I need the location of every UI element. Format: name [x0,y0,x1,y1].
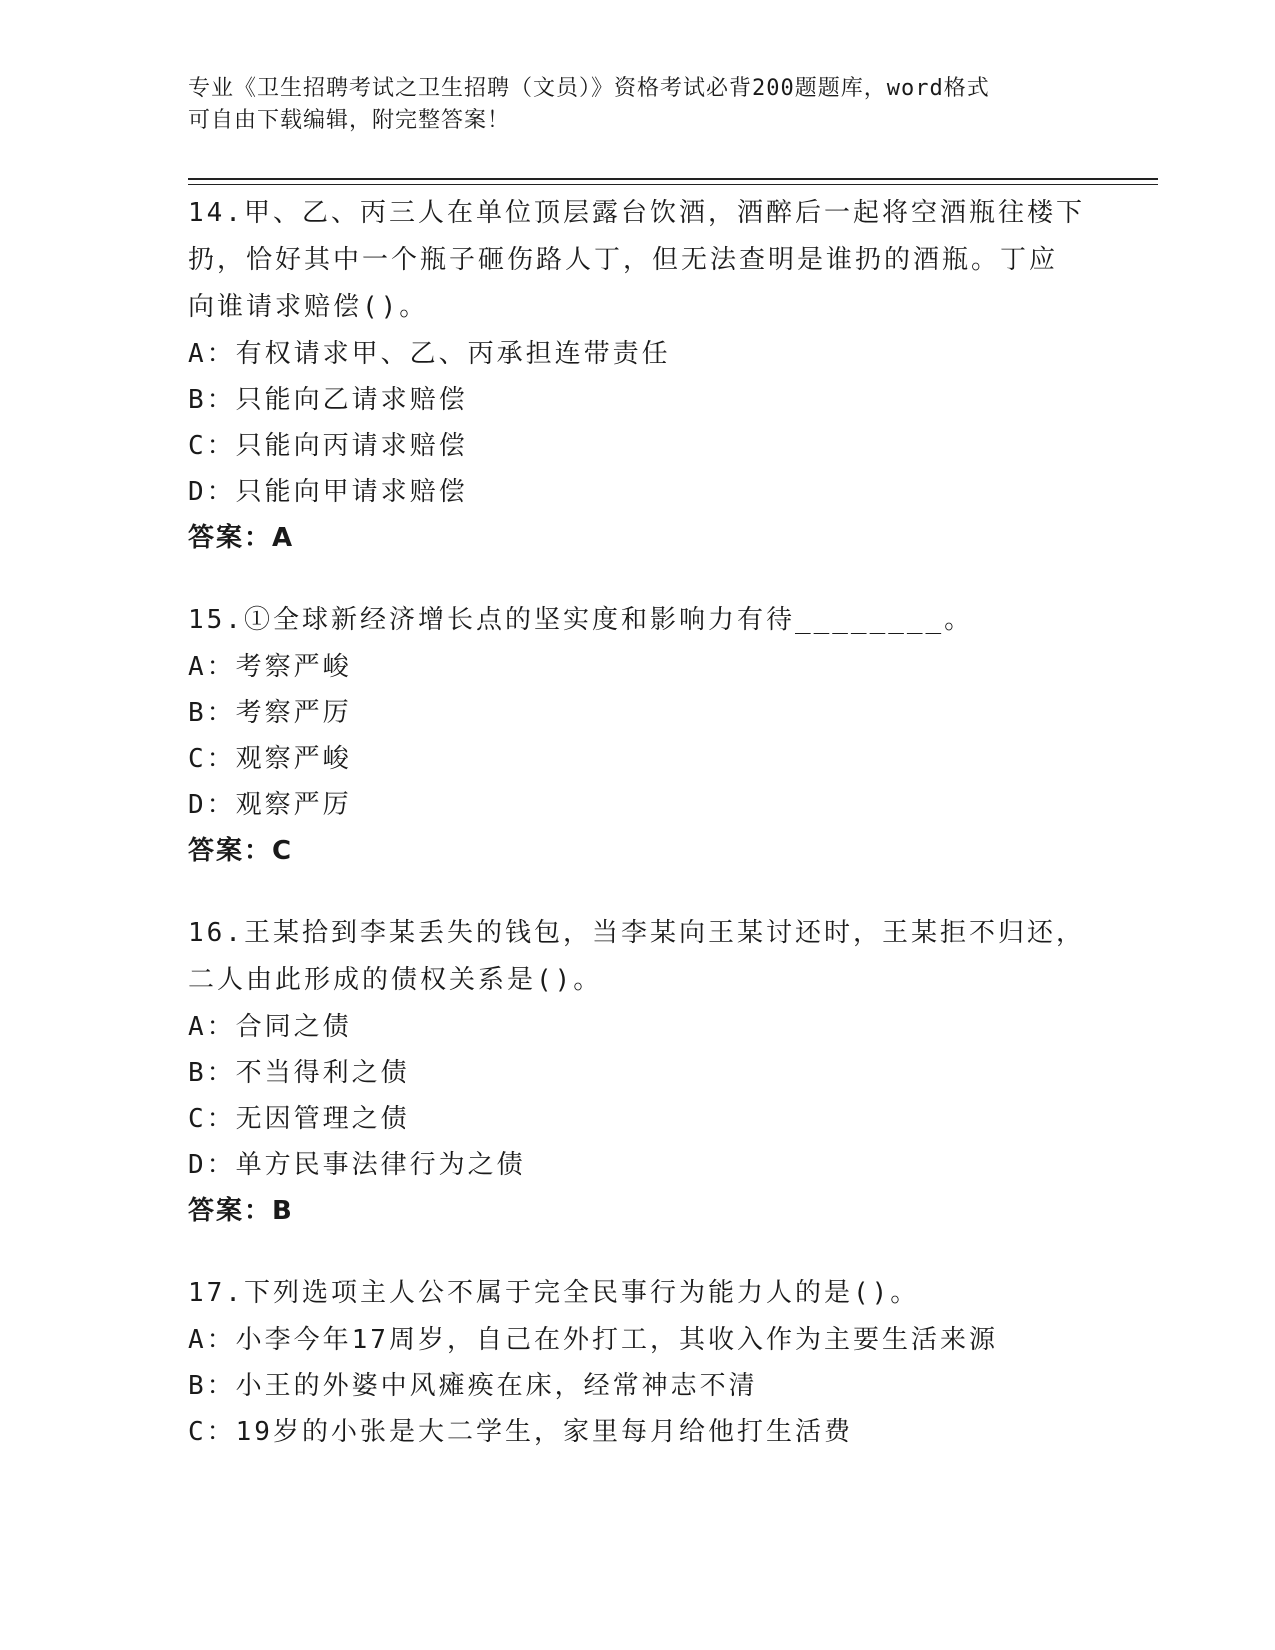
option-a: A：有权请求甲、乙、丙承担连带责任 [188,339,671,369]
question-stem-line: 向谁请求赔偿()。 [188,292,429,322]
question-stem [188,1270,1088,1317]
question-15 [188,597,1088,874]
question-16 [188,910,1088,1234]
option-a: A：小李今年17周岁，自己在外打工，其收入作为主要生活来源 [188,1325,998,1355]
question-17 [188,1270,1088,1455]
option-b: B：考察严厉 [188,698,352,728]
option-d: D：观察严厉 [188,790,352,820]
option-b: B：不当得利之债 [188,1058,410,1088]
option-c: C：无因管理之债 [188,1104,410,1134]
header-line: 专业《卫生招聘考试之卫生招聘（文员）》资格考试必背200题题库，word格式 [188,76,990,101]
option-d: D：单方民事法律行为之债 [188,1150,526,1180]
header-line: 可自由下载编辑，附完整答案！ [188,108,511,133]
option-d: D：只能向甲请求赔偿 [188,477,468,507]
option-c: C：只能向丙请求赔偿 [188,431,468,461]
option-c: C：19岁的小张是大二学生，家里每月给他打生活费 [188,1417,853,1447]
document-header [188,73,1088,137]
question-stem-line: 扔，恰好其中一个瓶子砸伤路人丁，但无法查明是谁扔的酒瓶。丁应 [188,245,1059,275]
question-stem-line: 二人由此形成的债权关系是()。 [188,965,603,995]
question-list [188,190,1088,1491]
header-divider-thick [188,178,1158,180]
header-divider-thin [188,184,1158,185]
question-stem [188,910,1088,1004]
question-stem [188,597,1088,644]
option-a: A：合同之债 [188,1012,352,1042]
answer-line: 答案：B [188,1196,294,1226]
question-stem-line: 14.甲、乙、丙三人在单位顶层露台饮酒，酒醉后一起将空酒瓶往楼下 [188,198,1085,228]
answer-line: 答案：A [188,523,295,553]
answer-line: 答案：C [188,836,294,866]
option-b: B：小王的外婆中风瘫痪在床，经常神志不清 [188,1371,758,1401]
option-c: C：观察严峻 [188,744,352,774]
option-a: A：考察严峻 [188,652,352,682]
option-b: B：只能向乙请求赔偿 [188,385,468,415]
question-stem-line: 15.①全球新经济增长点的坚实度和影响力有待________。 [188,605,974,635]
question-stem [188,190,1088,331]
question-stem-line: 17.下列选项主人公不属于完全民事行为能力人的是()。 [188,1278,920,1308]
question-stem-line: 16.王某拾到李某丢失的钱包，当李某向王某讨还时，王某拒不归还， [188,918,1085,948]
question-14 [188,190,1088,561]
